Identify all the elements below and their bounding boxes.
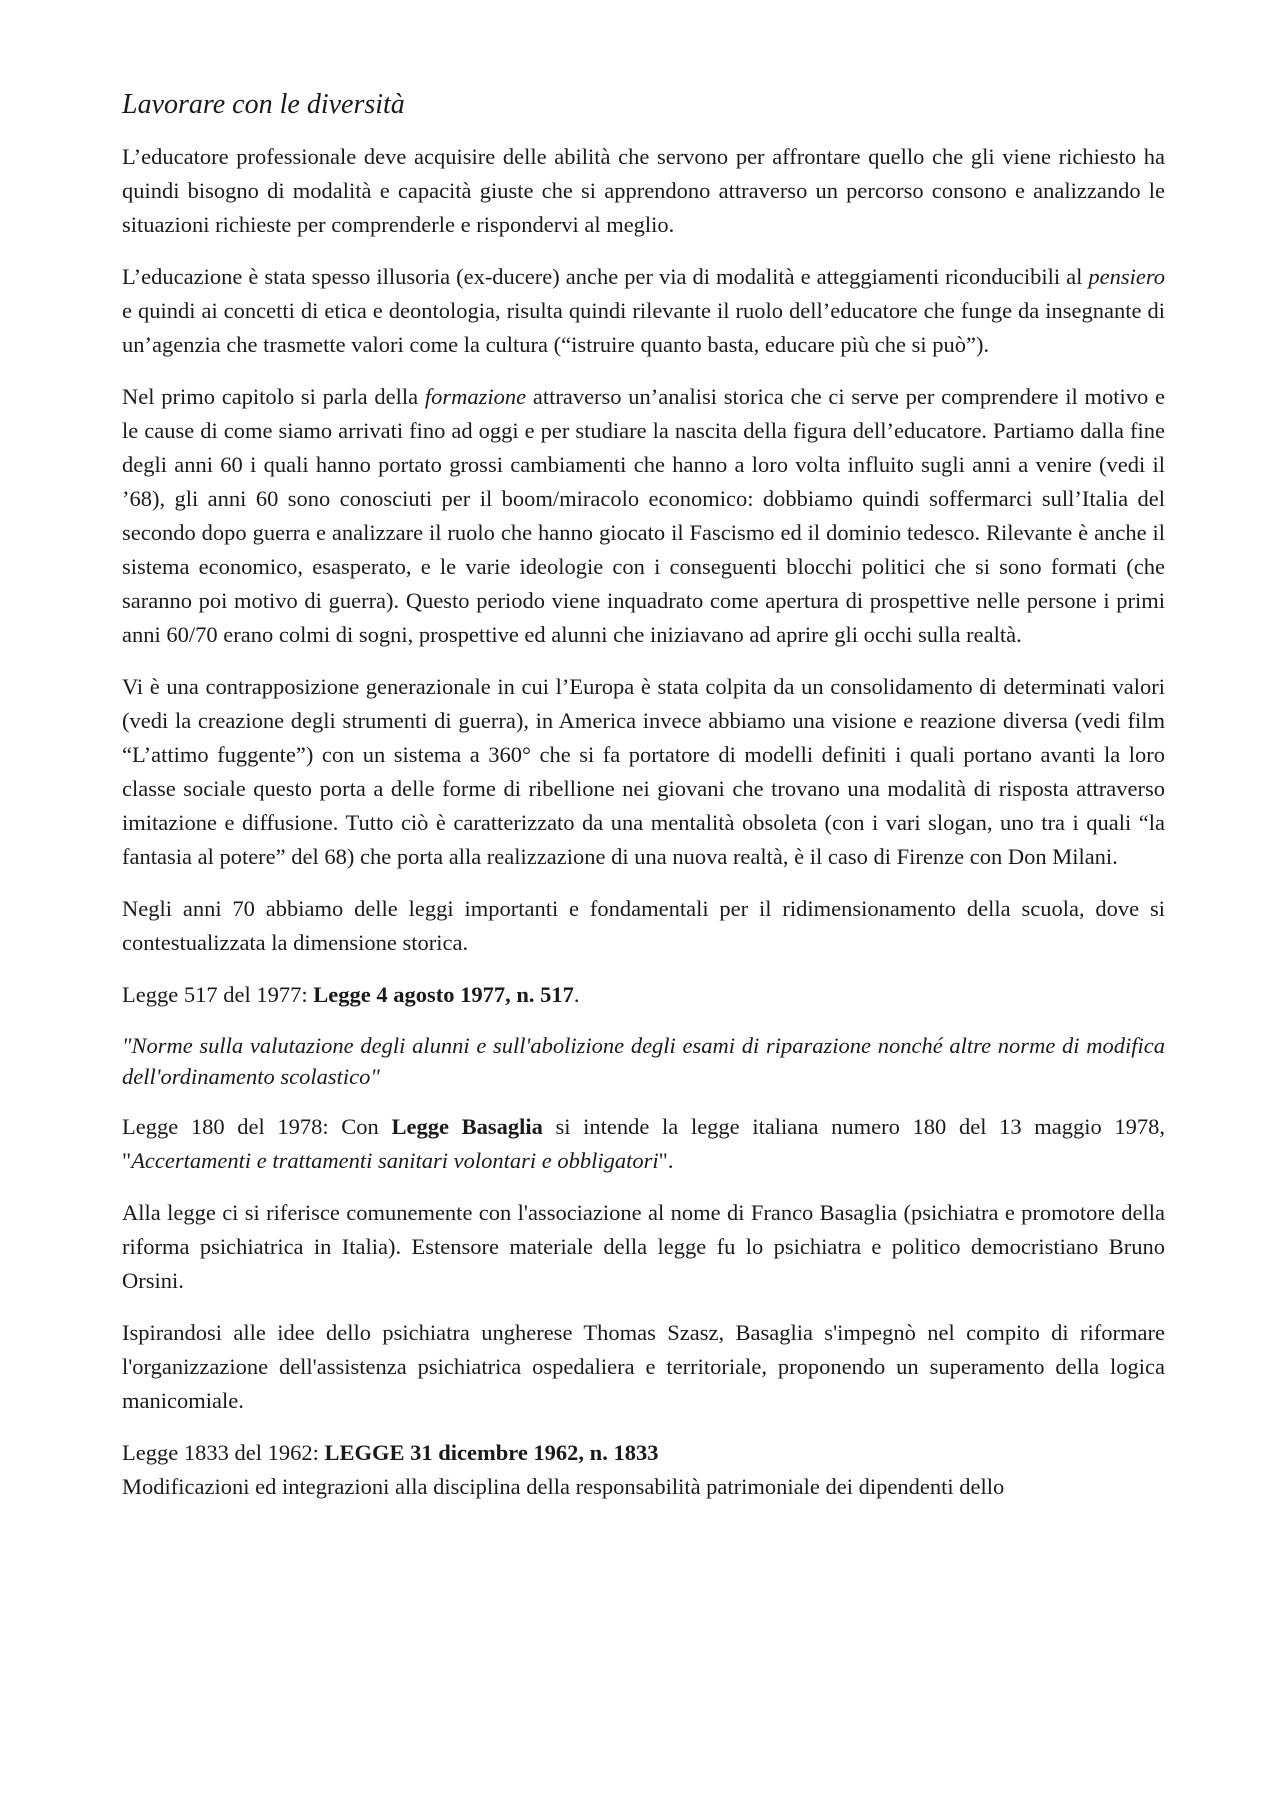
law-180-title: Legge Basaglia bbox=[391, 1114, 543, 1139]
law-517-title: Legge 4 agosto 1977, n. 517 bbox=[313, 982, 574, 1007]
paragraph-educator-skills: L’educatore professionale deve acquisire delle abilità che servono per affrontare quello che gli viene richiesto ha quindi bisogno di modalità e capacità giuste che si apprendono attraverso un percorso consono e analizzando le situazioni richieste per comprenderle e rispondervi al meglio. bbox=[122, 144, 1165, 237]
law-517-quote: "Norme sulla valutazione degli alunni e sull'abolizione degli esami di riparazione nonché altre norme di modifica dell'ordinamento scolastico" bbox=[122, 1033, 1165, 1089]
paragraph-first-chapter bbox=[122, 380, 1165, 652]
document-title: Lavorare con le diversità bbox=[122, 89, 405, 120]
law-517-heading bbox=[122, 978, 1165, 1012]
paragraph-basaglia-szasz: Ispirandosi alle idee dello psichiatra ungherese Thomas Szasz, Basaglia s'impegnò nel compito di riformare l'organizzazione dell'assistenza psichiatrica ospedaliera e territoriale, proponendo un superamento della logica manicomiale. bbox=[122, 1320, 1165, 1413]
document-page bbox=[122, 88, 1165, 1504]
text-run: Legge 517 del 1977: bbox=[122, 982, 314, 1007]
text-run: e quindi ai concetti di etica e deontologia, risulta quindi rilevante il ruolo dell’educatore che funge da insegnante di un’agenzia che trasmette valori come la cultura (“istruire quanto basta, educare più che si può”). bbox=[122, 298, 1165, 357]
paragraph-law-1833-description: Modificazioni ed integrazioni alla disciplina della responsabilità patrimoniale dei dipendenti dello bbox=[122, 1474, 1005, 1499]
law-1833-heading bbox=[122, 1436, 1165, 1470]
text-run: L’educazione è stata spesso illusoria (ex-ducere) anche per via di modalità e atteggiamenti riconducibili al bbox=[122, 264, 1089, 289]
emphasis-pensiero: pensiero bbox=[1088, 264, 1165, 289]
text-run: Nel primo capitolo si parla della bbox=[122, 384, 425, 409]
text-run: Legge 1833 del 1962: bbox=[122, 1440, 325, 1465]
law-180-subject: Accertamenti e trattamenti sanitari volontari e obbligatori bbox=[131, 1148, 659, 1173]
text-run: . bbox=[573, 982, 580, 1007]
text-run: si intende la legge italiana numero 180 del 13 maggio 1978, " bbox=[122, 1114, 1166, 1173]
law-1833-title: LEGGE 31 dicembre 1962, n. 1833 bbox=[324, 1440, 659, 1465]
paragraph-education-illusory bbox=[122, 260, 1165, 362]
emphasis-formazione: formazione bbox=[424, 384, 527, 409]
paragraph-laws-70s: Negli anni 70 abbiamo delle leggi importanti e fondamentali per il ridimensionamento della scuola, dove si contestualizzata la dimensione storica. bbox=[122, 896, 1165, 955]
text-run: Legge 180 del 1978: Con bbox=[122, 1114, 392, 1139]
paragraph-generational-contrast: Vi è una contrapposizione generazionale in cui l’Europa è stata colpita da un consolidamento di determinati valori (vedi la creazione degli strumenti di guerra), in America invece abbiamo una visione e reazione diversa (vedi film “L’attimo fuggente”) con un sistema a 360° che si fa portatore di modelli definiti i quali portano avanti la loro classe sociale questo porta a delle forme di ribellione nei giovani che trovano una modalità di risposta attraverso imitazione e diffusione. Tutto ciò è caratterizzato da una mentalità obsoleta (con i vari slogan, uno tra i quali “la fantasia al potere” del 68) che porta alla realizzazione di una nuova realtà, è il caso di Firenze con Don Milani. bbox=[122, 674, 1165, 869]
paragraph-basaglia-name: Alla legge ci si riferisce comunemente con l'associazione al nome di Franco Basaglia (psichiatra e promotore della riforma psichiatrica in Italia). Estensore materiale della legge fu lo psichiatra e politico democristiano Bruno Orsini. bbox=[122, 1200, 1165, 1293]
text-run: ". bbox=[658, 1148, 674, 1173]
law-180-heading bbox=[122, 1110, 1165, 1178]
text-run: attraverso un’analisi storica che ci serve per comprendere il motivo e le cause di come siamo arrivati fino ad oggi e per studiare la nascita della figura dell’educatore. Partiamo dalla fine degli anni 60 i quali hanno portato grossi cambiamenti che hanno a loro volta influito sugli anni a venire (vedi il ’68), gli anni 60 sono conosciuti per il boom/miracolo economico: dobbiamo quindi soffermarci sull’Italia del secondo dopo guerra e analizzare il ruolo che hanno giocato il Fascismo ed il dominio tedesco. Rilevante è anche il sistema economico, esasperato, e le varie ideologie con i conseguenti blocchi politici che si sono formati (che saranno poi motivo di guerra). Questo periodo viene inquadrato come apertura di prospettive nelle persone i primi anni 60/70 erano colmi di sogni, prospettive ed alunni che iniziavano ad aprire gli occhi sulla realtà. bbox=[122, 384, 1165, 647]
